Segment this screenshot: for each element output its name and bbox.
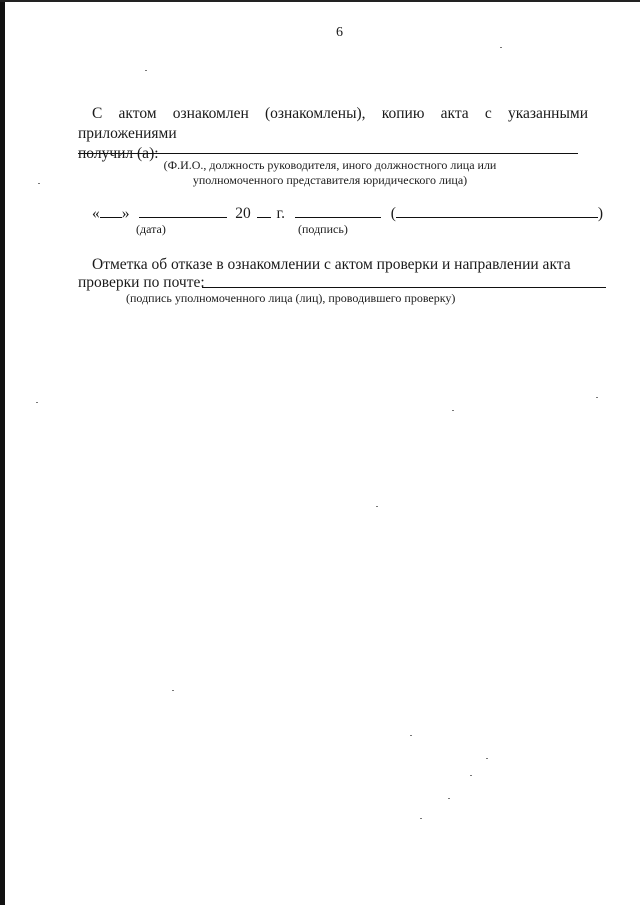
page-number: 6 — [336, 25, 343, 40]
scan-speck — [596, 397, 598, 398]
scan-speck — [500, 47, 502, 48]
scan-speck — [486, 758, 488, 759]
scan-speck — [36, 402, 38, 403]
scan-speck — [448, 798, 450, 799]
signature-decoding-field[interactable] — [396, 203, 598, 218]
receipt-paragraph — [78, 104, 588, 164]
date-signature-row — [92, 203, 603, 224]
recipient-caption — [130, 158, 530, 188]
scan-speck — [376, 506, 378, 507]
signature-caption: (подпись) — [298, 222, 348, 236]
signature-field[interactable] — [295, 203, 381, 218]
close-paren: ) — [597, 205, 604, 222]
refusal-signature-line[interactable] — [202, 287, 606, 288]
scan-left-edge — [0, 0, 5, 905]
open-paren: ( — [390, 205, 396, 222]
refusal-line-1: Отметка об отказе в ознакомлении с актом проверки и направлении акта — [92, 256, 571, 273]
scan-speck — [470, 775, 472, 776]
scan-speck — [172, 690, 174, 691]
close-quote: » — [121, 205, 130, 222]
recipient-caption-line-1: (Ф.И.О., должность руководителя, иного должностного лица или — [163, 158, 497, 172]
scan-speck — [420, 818, 422, 819]
year-field[interactable] — [257, 203, 271, 218]
year-prefix: 20 — [235, 205, 251, 222]
scan-speck — [145, 70, 147, 71]
month-field[interactable] — [139, 203, 227, 218]
recipient-name-line[interactable] — [78, 153, 578, 154]
scan-top-edge — [0, 0, 640, 2]
day-field[interactable] — [100, 203, 122, 218]
date-caption: (дата) — [136, 222, 166, 236]
receipt-line-2: получил (а): — [78, 145, 159, 162]
refusal-caption: (подпись уполномоченного лица (лиц), проводившего проверку) — [126, 291, 456, 305]
open-quote: « — [92, 205, 100, 222]
receipt-line-1: С актом ознакомлен (ознакомлены), копию акта с указанными приложениями — [78, 105, 588, 142]
scan-speck — [38, 183, 40, 184]
scan-speck — [452, 410, 454, 411]
refusal-line-2: проверки по почте: — [78, 274, 205, 291]
year-suffix: г. — [276, 205, 285, 222]
recipient-caption-line-2: уполномоченного представителя юридического лица) — [192, 173, 468, 187]
scan-speck — [410, 735, 412, 736]
